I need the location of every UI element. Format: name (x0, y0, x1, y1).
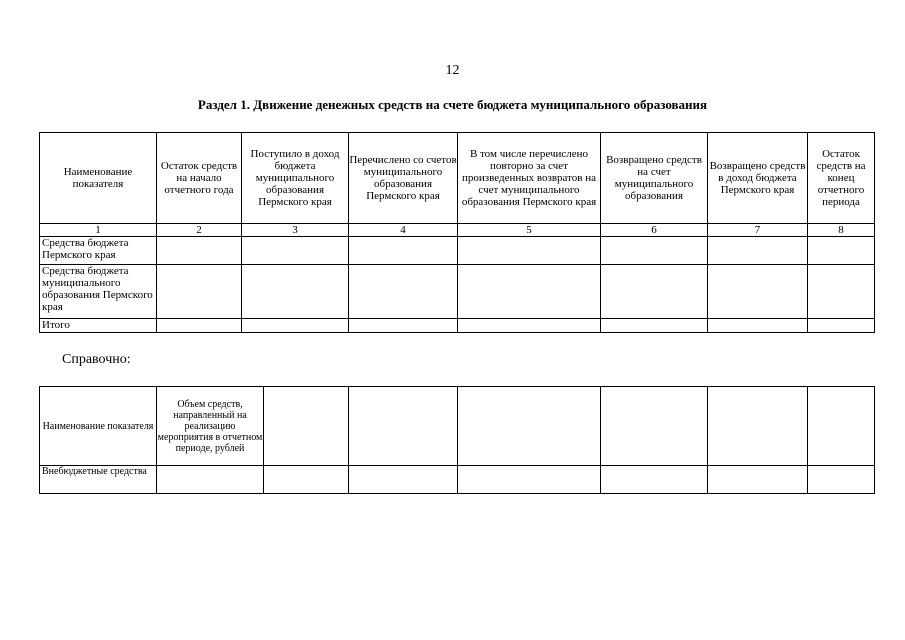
empty-cell (458, 265, 601, 319)
empty-cell (157, 466, 264, 494)
column-number-row (40, 224, 875, 237)
empty-cell (349, 466, 458, 494)
table-header-row (40, 387, 875, 466)
empty-cell (349, 387, 458, 466)
column-number: 7 (708, 224, 808, 237)
header-cell: Наименование показателя (40, 387, 157, 466)
empty-cell (242, 319, 349, 333)
empty-cell (349, 265, 458, 319)
table-row (40, 265, 875, 319)
empty-cell (349, 237, 458, 265)
header-cell: Поступило в доход бюджета муниципального образования Пермского края (242, 133, 349, 224)
empty-cell (708, 265, 808, 319)
empty-cell (808, 265, 875, 319)
empty-cell (157, 237, 242, 265)
empty-cell (242, 265, 349, 319)
table-header-row (40, 133, 875, 224)
empty-cell (601, 319, 708, 333)
header-cell: Возвращено средств на счет муниципального образования (601, 133, 708, 224)
row-label: Средства бюджета муниципального образования Пермского края (40, 265, 157, 319)
header-cell: В том числе перечислено повторно за счет произведенных возвратов на счет муниципального образования Пермского края (458, 133, 601, 224)
empty-cell (708, 319, 808, 333)
table-row-total (40, 319, 875, 333)
empty-cell (264, 466, 349, 494)
empty-cell (808, 466, 875, 494)
empty-cell (458, 466, 601, 494)
reference-label: Справочно: (62, 352, 131, 367)
row-label: Итого (40, 319, 157, 333)
column-number: 5 (458, 224, 601, 237)
row-label: Внебюджетные средства (40, 466, 157, 494)
column-number: 4 (349, 224, 458, 237)
page-number: 12 (445, 63, 460, 78)
header-cell: Остаток средств на начало отчетного года (157, 133, 242, 224)
empty-cell (601, 265, 708, 319)
empty-cell (157, 265, 242, 319)
column-number: 8 (808, 224, 875, 237)
empty-cell (708, 237, 808, 265)
empty-cell (264, 387, 349, 466)
empty-cell (458, 319, 601, 333)
empty-cell (808, 237, 875, 265)
header-cell: Остаток средств на конец отчетного периода (808, 133, 875, 224)
header-cell: Перечислено со счетов муниципального образования Пермского края (349, 133, 458, 224)
column-number: 6 (601, 224, 708, 237)
table-row (40, 466, 875, 494)
header-cell: Объем средств, направленный на реализацию мероприятия в отчетном периоде, рублей (157, 387, 264, 466)
empty-cell (601, 466, 708, 494)
reference-table (39, 386, 875, 494)
section-title: Раздел 1. Движение денежных средств на счете бюджета муниципального образования (197, 97, 708, 112)
empty-cell (242, 237, 349, 265)
column-number: 3 (242, 224, 349, 237)
empty-cell (157, 319, 242, 333)
empty-cell (601, 387, 708, 466)
header-cell: Возвращено средств в доход бюджета Пермского края (708, 133, 808, 224)
row-label: Средства бюджета Пермского края (40, 237, 157, 265)
table-row (40, 237, 875, 265)
column-number: 2 (157, 224, 242, 237)
empty-cell (808, 387, 875, 466)
empty-cell (708, 387, 808, 466)
empty-cell (458, 237, 601, 265)
movement-table (39, 132, 875, 333)
header-cell: Наименование показателя (40, 133, 157, 224)
column-number: 1 (40, 224, 157, 237)
empty-cell (601, 237, 708, 265)
empty-cell (708, 466, 808, 494)
empty-cell (808, 319, 875, 333)
empty-cell (458, 387, 601, 466)
empty-cell (349, 319, 458, 333)
